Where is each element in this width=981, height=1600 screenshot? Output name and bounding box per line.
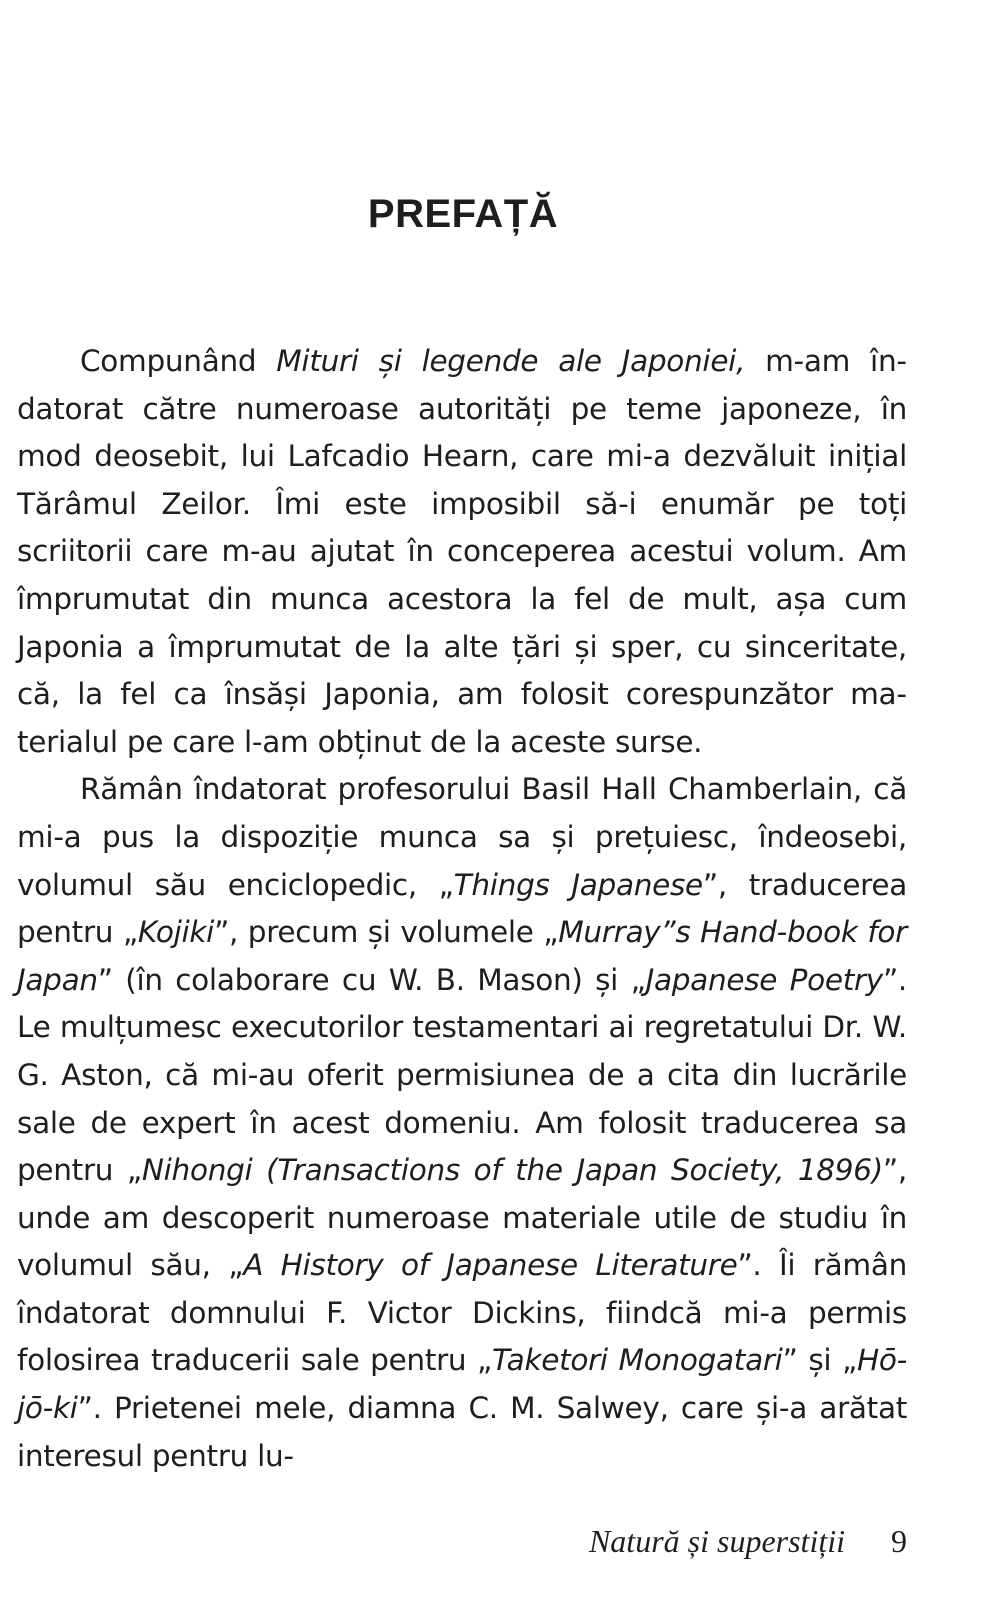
text-run: ”, unde am descoperit numeroase materiale utile de studiu în volumul său, „ bbox=[17, 1153, 907, 1283]
book-title-run: Kojiki bbox=[137, 915, 215, 950]
paragraph bbox=[17, 766, 907, 1480]
book-title-run: Japanese Poetry bbox=[645, 962, 883, 997]
running-title: Natură și superstiții bbox=[588, 1523, 845, 1559]
book-title-run: Things Japanese bbox=[453, 867, 703, 902]
text-run: ” (în colaborare cu W. B. Mason) și „ bbox=[97, 962, 646, 997]
book-title-run: Mituri și legende ale Japoniei, bbox=[276, 344, 746, 378]
text-run: ”. Le mulțumesc executorilor testamentari ai regretatului Dr. W. G. Aston, că mi-au oferit permisiunea de a cita din lucrările sale de expert în acest domeniu. Am folosit traducerea sa pentru „ bbox=[17, 962, 908, 1188]
text-run: ”. Îi rămân îndatorat domnului F. Victor Dickins, fiindcă mi-a permis folosirea traducerii sale pentru „ bbox=[17, 1248, 908, 1378]
text-run: ”, traducerea pentru „ bbox=[17, 867, 907, 950]
text-run: Compunând bbox=[80, 344, 277, 378]
body-text bbox=[17, 338, 907, 1480]
page-footer bbox=[0, 1521, 907, 1561]
text-run: ” și „ bbox=[782, 1343, 858, 1378]
page-title: PREFAȚĂ bbox=[367, 192, 559, 236]
book-title-run: A History of Japanese Literature bbox=[243, 1248, 738, 1283]
text-run: ”. Prietenei mele, diamna C. M. Salwey, care și-a arătat interesul pentru lu- bbox=[17, 1391, 907, 1473]
text-run: ”, precum și volumele „ bbox=[214, 915, 559, 950]
text-run: m-am îndatorat către numeroase autorități pe teme japoneze, în mod deosebit, lui Lafcadio Hearn, care mi-a dezvăluit inițial Tărâmul Zeilor. Îmi este imposibil să-i enumăr pe toți scriitorii care m-au ajutat în conceperea acestui volum. Am împrumutat din munca acestora la fel de mult, așa cum Japonia a împrumutat de la alte țări și sper, cu sinceritate, că, la fel ca însăși Japonia, am folosit corespunzător materialul pe care l-am obținut de la aceste surse. bbox=[17, 344, 907, 759]
book-title-run: Nihongi (Transactions of the Japan Society, 1896) bbox=[141, 1153, 883, 1188]
book-title-run: Murray”s Hand-book for Japan bbox=[17, 915, 908, 997]
text-run: Rămân îndatorat profesorului Basil Hall Chamberlain, că mi-a pus la dispoziție munca sa și prețuiesc, îndeosebi, volumul său enciclopedic, „ bbox=[17, 772, 907, 902]
book-title-run: Hō-jō-ki bbox=[17, 1343, 907, 1426]
book-title-run: Taketori Monogatari bbox=[492, 1343, 783, 1378]
paragraph bbox=[17, 338, 907, 766]
page-number: 9 bbox=[891, 1523, 907, 1559]
